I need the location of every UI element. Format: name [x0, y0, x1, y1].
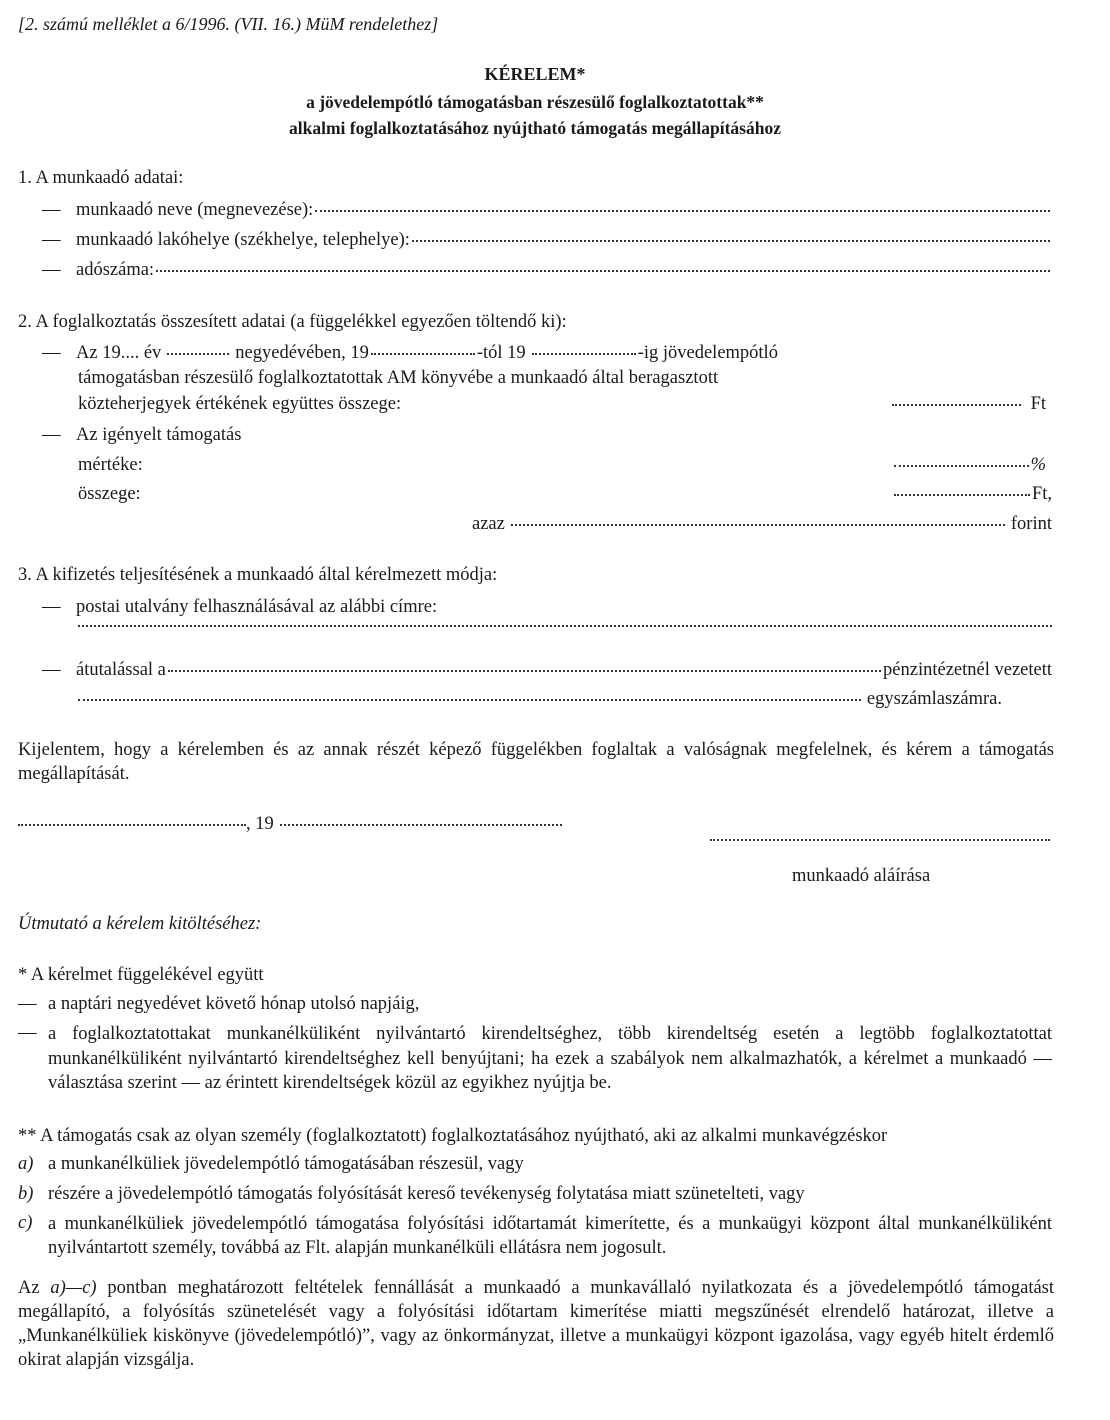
- bank-label: átutalással a: [76, 660, 166, 680]
- postal-label: postai utalvány felhasználásával az alábbi címre:: [76, 597, 438, 617]
- dash-marker: —: [42, 200, 61, 220]
- section3-heading: 3. A kifizetés teljesítésének a munkaadó által kérelmezett módja:: [18, 565, 498, 585]
- declaration-text: Kijelentem, hogy a kérelemben és az annak részét képező függelékben foglaltak a valóságnak megfelelnek, és kérem a támogatás megállapítását.: [18, 740, 1054, 784]
- date-from-field[interactable]: [371, 353, 475, 355]
- place-field[interactable]: [18, 824, 246, 826]
- period-to-label: -ig jövedelempótló: [637, 343, 778, 363]
- rate-field[interactable]: [894, 465, 1029, 467]
- employer-name-field[interactable]: [315, 210, 1050, 212]
- guide-item-1: [18, 994, 419, 1015]
- lettered-item-a: a munkanélküliek jövedelempótló támogatásában részesül, vagy: [48, 1154, 524, 1174]
- rate-row: [892, 455, 1046, 476]
- employer-name-row: [42, 200, 1052, 221]
- dash-marker: —: [42, 660, 61, 680]
- date-field[interactable]: [280, 824, 562, 826]
- period-row: [42, 343, 842, 364]
- postal-address-field[interactable]: [78, 625, 1052, 627]
- legal-reference: [2. számú melléklet a 6/1996. (VII. 16.) MüM rendelethez]: [18, 14, 439, 34]
- form-subtitle-line2: alkalmi foglalkoztatásához nyújtható támogatás megállapításához: [289, 118, 781, 138]
- amount-words-label: azaz: [472, 514, 505, 534]
- closing-paragraph: [18, 1276, 1054, 1372]
- postal-row: [42, 597, 437, 618]
- bank-row: [42, 660, 1052, 681]
- guide-star2: ** A támogatás csak az olyan személy (foglalkoztatott) foglalkoztatásához nyújtható, aki az alkalmi munkavégzéskor: [18, 1126, 888, 1146]
- period-quarter-label: negyedévében, 19: [235, 343, 369, 363]
- account-number-field[interactable]: [78, 699, 861, 701]
- dash-marker: —: [42, 230, 61, 250]
- dash-marker: —: [42, 343, 61, 363]
- guide-item-text: a naptári negyedévet követő hónap utolsó napjáig,: [48, 994, 420, 1014]
- period-from-label: -tól 19: [476, 343, 526, 363]
- period-line3: közteherjegyek értékének együttes összege:: [78, 394, 402, 414]
- dash-marker: —: [42, 260, 61, 280]
- employer-address-label: munkaadó lakóhelye (székhelye, telephelye):: [76, 230, 410, 250]
- letter-a: a): [18, 1154, 34, 1174]
- postal-address-row: [78, 628, 1052, 630]
- dash-marker: —: [18, 994, 37, 1014]
- signature-line-row: [710, 842, 1050, 844]
- period-line2: támogatásban részesülő foglalkoztatottak AM könyvébe a munkaadó által beragasztott: [78, 368, 719, 388]
- amount-words-field[interactable]: [511, 524, 1005, 526]
- rate-label: mértéke:: [78, 455, 143, 475]
- tax-number-field[interactable]: [156, 270, 1050, 272]
- lettered-item-b: részére a jövedelempótló támogatás folyósítását kereső tevékenység folytatása miatt szünetelteti, vagy: [48, 1184, 805, 1204]
- closing-rest: pontban meghatározott feltételek fennállását a munkaadó a munkavállaló nyilatkozata és a jövedelempótló támogatást megállapító, a folyósítás szünetelését vagy a folyósítási időtartam kimerítése miatti megszűnését elrendelő határozat, illetve a „Munkanélküliek kiskönyve (jövedelempótló)”, vagy az önkormányzat, illetve a munkaügyi központ igazolása, vagy egyéb hitelt érdemlő okirat alapján vizsgálja.: [18, 1278, 1055, 1370]
- guide-star1: * A kérelmet függelékével együtt: [18, 965, 264, 985]
- employer-name-label: munkaadó neve (megnevezése):: [76, 200, 314, 220]
- rate-unit: %: [1030, 455, 1046, 475]
- amount-label: összege:: [78, 484, 141, 504]
- dash-marker: —: [42, 425, 61, 445]
- dash-marker: —: [42, 597, 61, 617]
- total-amount-unit: Ft: [1030, 394, 1046, 414]
- employer-address-row: [42, 230, 1052, 251]
- closing-pre: Az: [18, 1278, 40, 1298]
- bank-suffix: pénzintézetnél vezetett: [883, 660, 1052, 680]
- amount-words-row: [472, 514, 1052, 535]
- closing-ref: a)—c): [50, 1278, 97, 1298]
- signature-label: munkaadó aláírása: [792, 866, 931, 886]
- total-amount-row: [890, 394, 1046, 415]
- section1-heading: 1. A munkaadó adatai:: [18, 168, 184, 188]
- amount-row: [892, 484, 1052, 505]
- date-row: [18, 814, 564, 835]
- section2-heading: 2. A foglalkoztatás összesített adatai (a függelékkel egyezően töltendő ki):: [18, 312, 567, 332]
- form-subtitle-line1: a jövedelempótló támogatásban részesülő foglalkoztatottak**: [306, 92, 764, 112]
- amount-words-unit: forint: [1010, 514, 1052, 534]
- signature-field[interactable]: [710, 839, 1050, 841]
- requested-support-label: Az igényelt támogatás: [76, 425, 242, 445]
- letter-b: b): [18, 1184, 34, 1204]
- bank-name-field[interactable]: [168, 670, 881, 672]
- total-amount-field[interactable]: [892, 404, 1021, 406]
- tax-number-label: adószáma:: [76, 260, 155, 280]
- amount-unit: Ft,: [1031, 484, 1052, 504]
- account-suffix: egyszámlaszámra.: [866, 689, 1002, 709]
- guide-heading: Útmutató a kérelem kitöltéséhez:: [18, 914, 262, 934]
- dash-marker: —: [18, 1023, 37, 1043]
- employer-address-field[interactable]: [412, 240, 1050, 242]
- guide-item-text: a foglalkoztatottakat munkanélküliként nyilvántartó kirendeltséghez, több kirendeltség esetén a legtöbb foglalkoztatottat munkanélküliként nyilvántartó kirendeltséghez kell benyújtani; ha ezek a szabályok nem alkalmazhatók, a kérelmet a munkaadó — választása szerint — az érintett kirendeltségek közül az egyikhez nyújtja be.: [48, 1024, 1052, 1093]
- date-to-field[interactable]: [532, 353, 636, 355]
- letter-c: c): [18, 1213, 33, 1233]
- form-title: KÉRELEM*: [484, 64, 586, 84]
- tax-number-row: [42, 260, 1052, 281]
- date-year-prefix: , 19: [246, 814, 274, 834]
- lettered-item-c: a munkanélküliek jövedelempótló támogatása folyósítási időtartamát kimerítette, és a munkaügyi központ által munkanélküliként nyilvántartott személy, továbbá az Flt. alapján munkanélküli ellátásra nem jogosult.: [48, 1214, 1052, 1258]
- account-row: [78, 689, 1002, 710]
- requested-support-row: [42, 425, 241, 446]
- period-year-label: Az 19.... év: [76, 343, 162, 363]
- amount-field[interactable]: [894, 494, 1030, 496]
- quarter-field[interactable]: [167, 353, 229, 355]
